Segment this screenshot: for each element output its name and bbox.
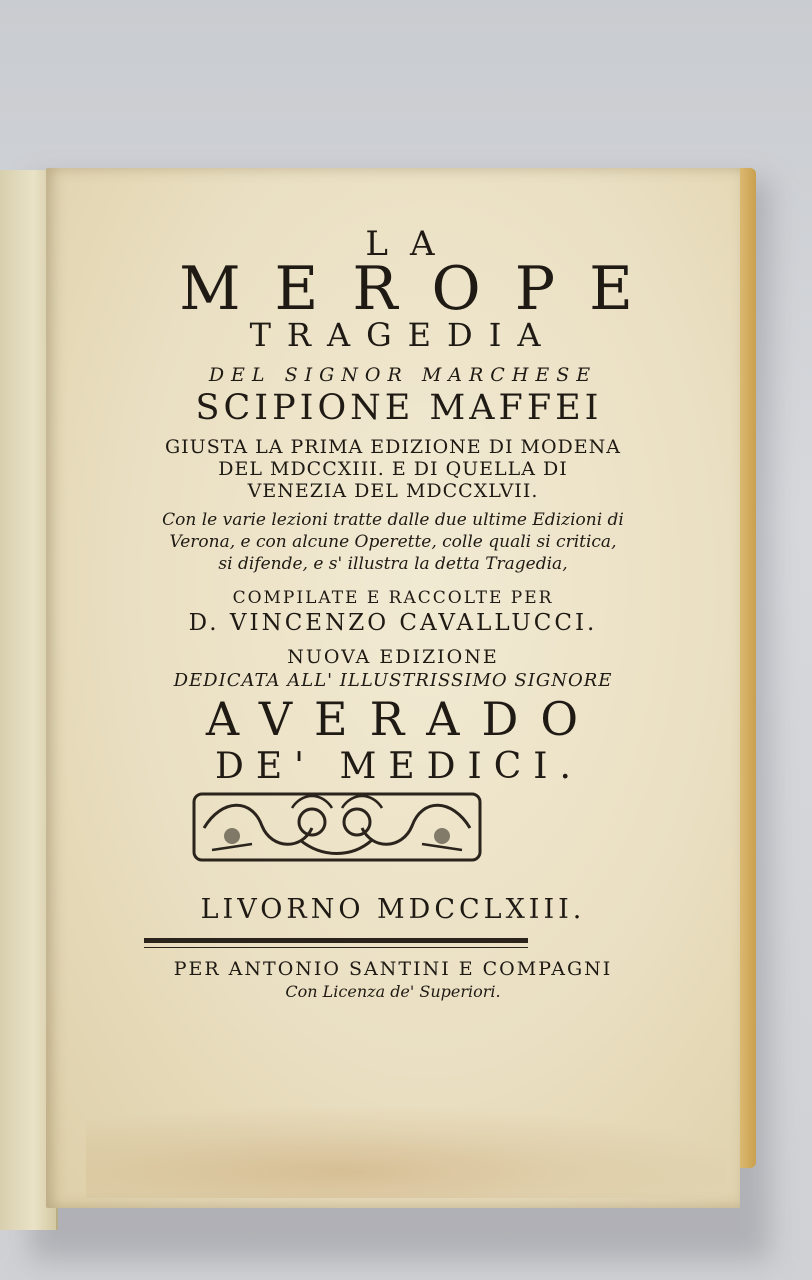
description-line-1: Con le varie lezioni tratte dalle due ultime Edizioni di	[162, 510, 624, 530]
edition-note-2: DEL MDCCXIII. E DI QUELLA DI	[218, 458, 568, 480]
dedicatee-first-name: AVERADO	[205, 692, 601, 746]
edition-note-3: VENEZIA DEL MDCCXLVII.	[247, 480, 539, 502]
description-line-3: si difende, e s' illustra la detta Tragedia,	[218, 554, 568, 574]
edition-note-1: GIUSTA LA PRIMA EDIZIONE DI MODENA	[165, 436, 621, 458]
author-name: SCIPIONE MAFFEI	[195, 388, 603, 428]
editor-name: D. VINCENZO CAVALLUCCI.	[188, 610, 598, 636]
thick-rule	[144, 938, 528, 943]
woodcut-cherubs-ornament-icon	[192, 788, 482, 866]
description-line-2: Verona, e con alcune Operette, colle quali si critica,	[169, 532, 617, 552]
new-edition-line: NUOVA EDIZIONE	[287, 646, 499, 668]
dedication-line: DEDICATA ALL' ILLUSTRISSIMO SIGNORE	[173, 670, 613, 691]
title-page	[46, 168, 740, 1208]
author-prefix: DEL SIGNOR MARCHESE	[208, 364, 598, 386]
printer-line: PER ANTONIO SANTINI E COMPAGNI	[173, 958, 613, 980]
title-page-text	[46, 168, 740, 1208]
license-line: Con Licenza de' Superiori.	[285, 982, 501, 1001]
compiler-prefix: COMPILATE E RACCOLTE PER	[232, 588, 554, 608]
article-line: LA	[365, 224, 457, 264]
thin-rule	[144, 947, 528, 948]
work-title: MEROPE	[179, 254, 667, 324]
dedicatee-surname: DE' MEDICI.	[215, 746, 583, 787]
genre-line: TRAGEDIA	[249, 316, 557, 354]
imprint-place-date: LIVORNO MDCCLXIII.	[200, 894, 586, 925]
